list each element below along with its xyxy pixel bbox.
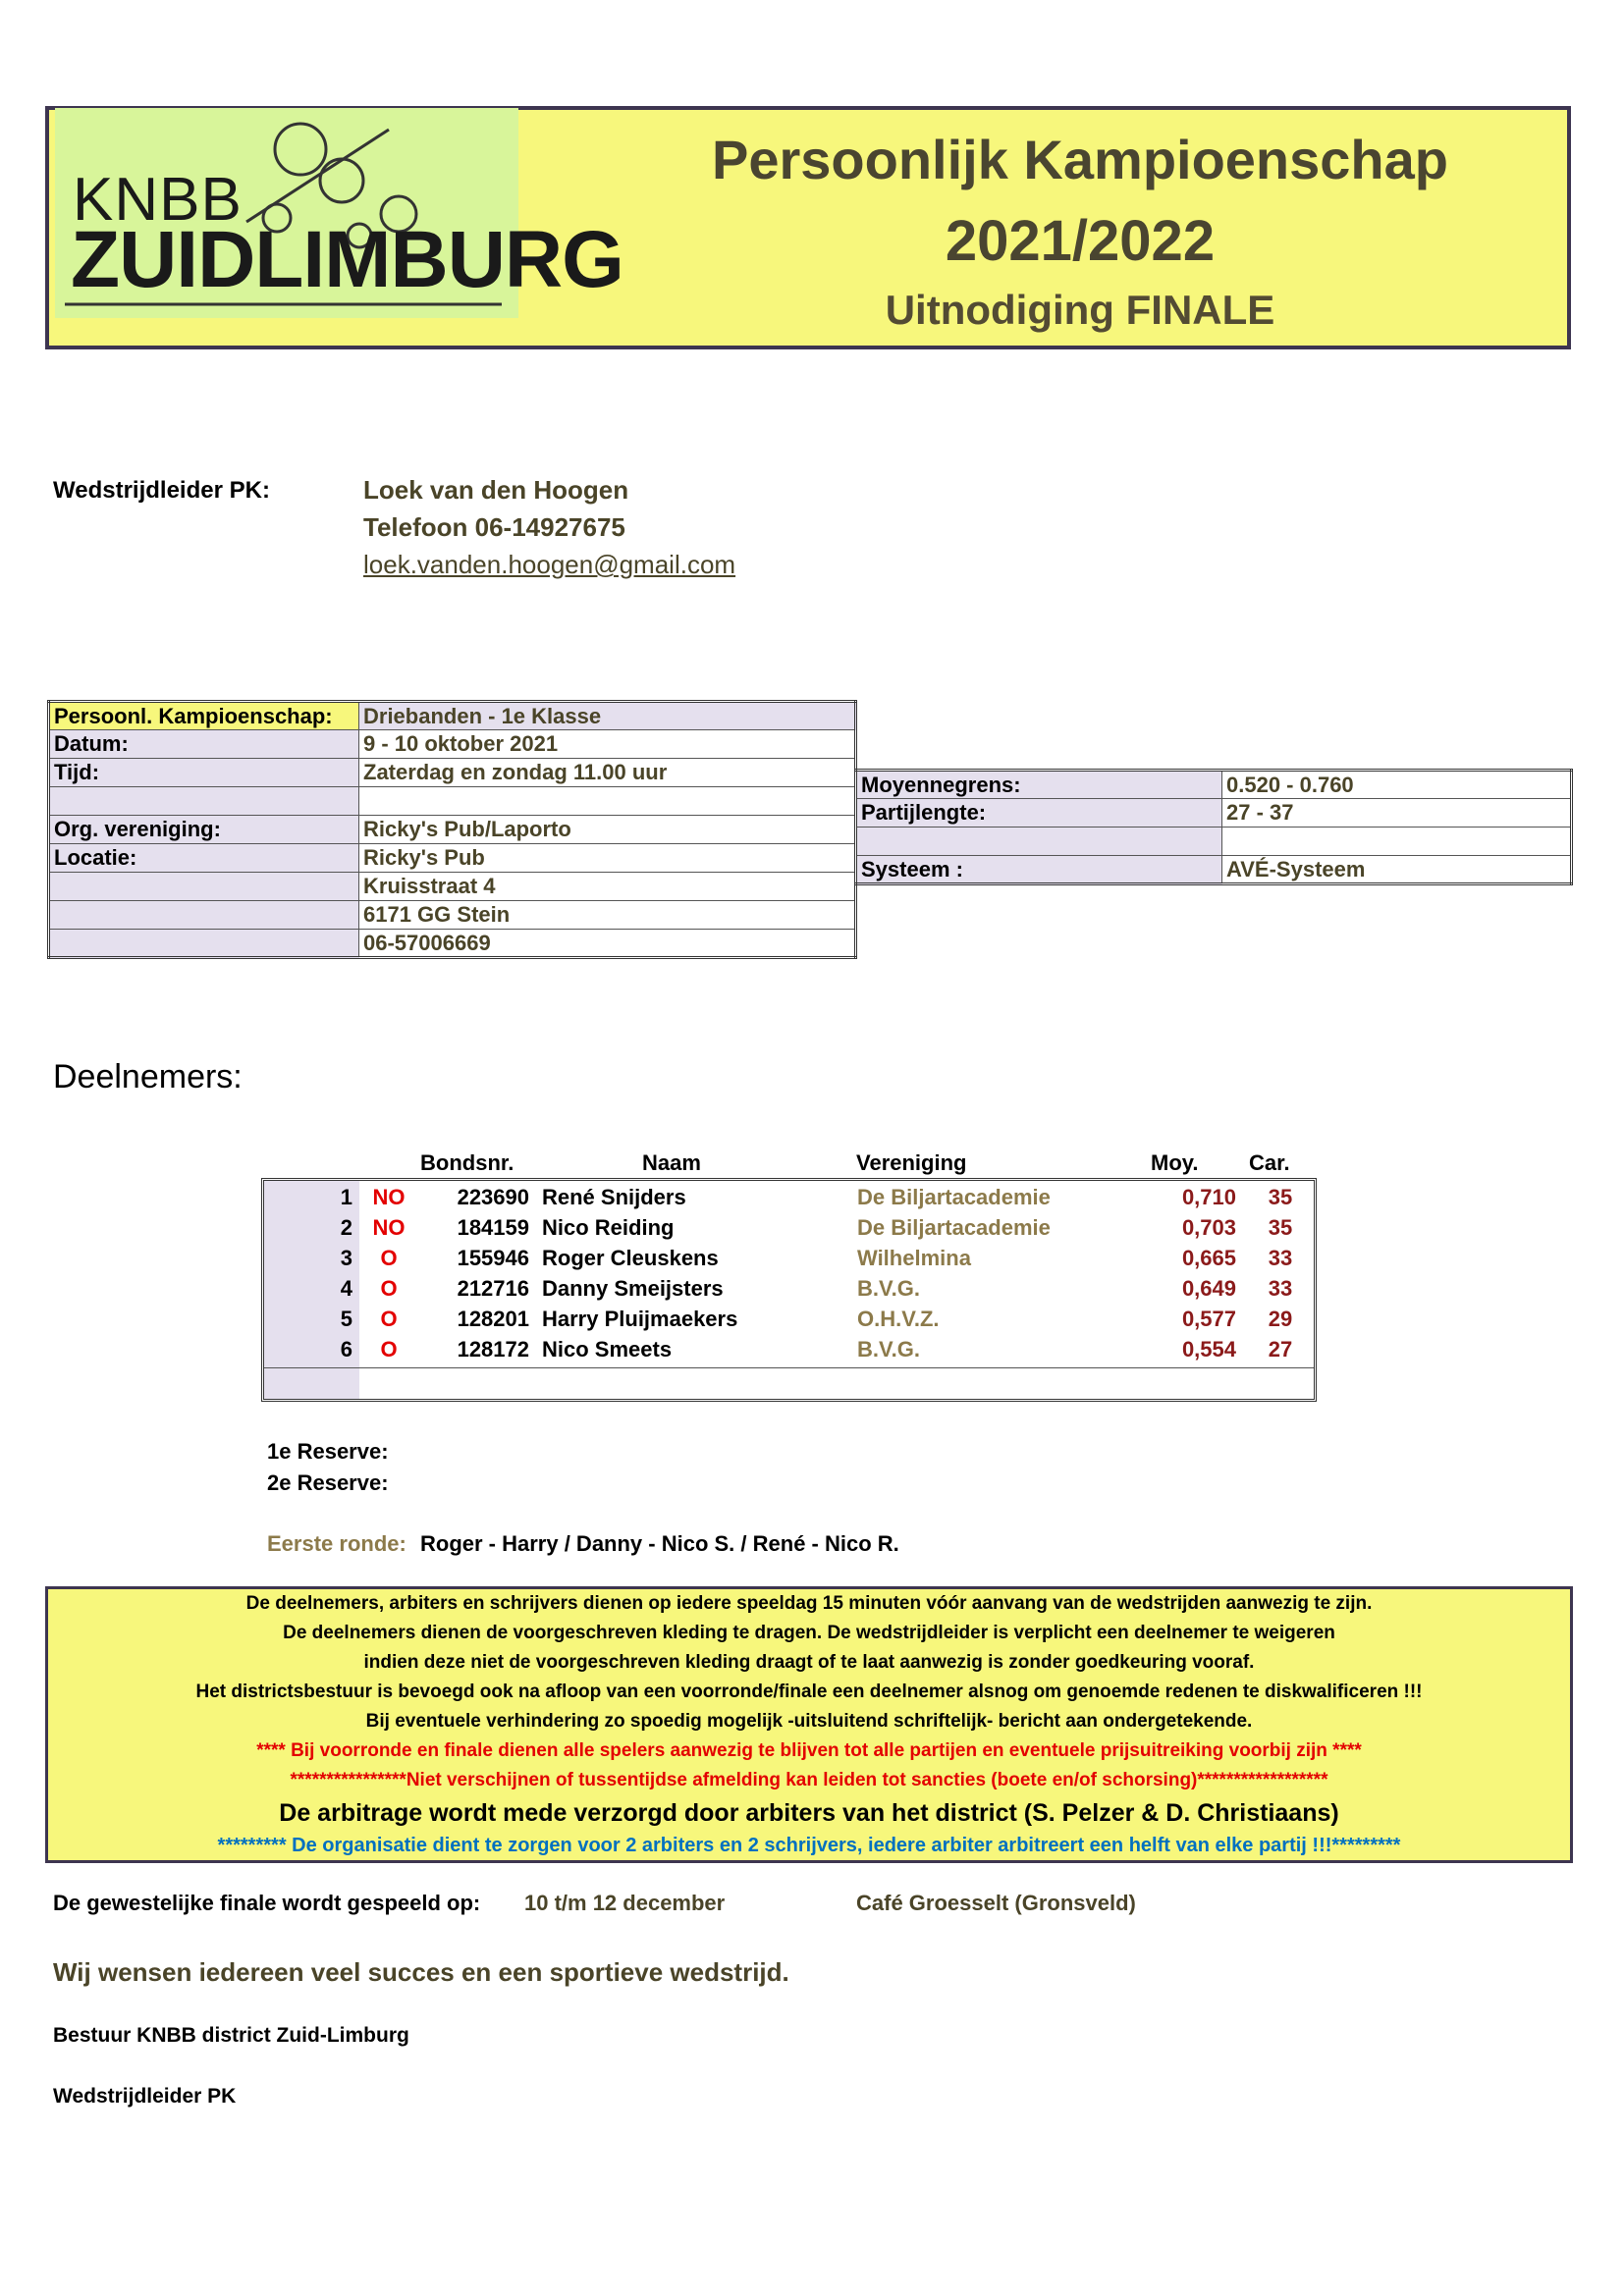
participant-moy: 0,703: [1181, 1215, 1236, 1240]
participant-moy: 0,554: [1181, 1337, 1236, 1362]
participant-row: [264, 1335, 1314, 1365]
participant-class: NO: [372, 1185, 406, 1209]
info-value: 9 - 10 oktober 2021: [359, 730, 856, 759]
reserve-2-label: 2e Reserve:: [267, 1470, 389, 1495]
participant-club: O.H.V.Z.: [857, 1307, 940, 1331]
info-row: [49, 873, 856, 901]
notice-line: Het districtsbestuur is bevoegd ook na afloop van een voorronde/finale een deelnemer alsnog om genoemde redenen te diskwalificeren !!!: [195, 1682, 1423, 1702]
info-label: [49, 873, 359, 901]
participant-name: René Snijders: [542, 1185, 686, 1209]
participant-number: 6: [340, 1337, 352, 1362]
first-round-label: Eerste ronde:: [267, 1531, 406, 1556]
participant-moy: 0,710: [1181, 1185, 1236, 1209]
info-label: Locatie:: [49, 844, 359, 873]
notice-line: Bij eventuele verhindering zo spoedig mogelijk -uitsluitend schriftelijk- bericht aan ondergetekende.: [365, 1711, 1253, 1732]
invitation-subtitle: Uitnodiging FINALE: [885, 287, 1275, 333]
regional-final-venue: Café Groesselt (Gronsveld): [856, 1891, 1136, 1915]
info-row: [49, 702, 856, 730]
participant-name: Danny Smeijsters: [542, 1276, 724, 1301]
participant-bondsnr: 128172: [457, 1337, 529, 1362]
notice-line: De deelnemers dienen de voorgeschreven kleding te dragen. De wedstrijdleider is verplicht een deelnemer te weigeren: [283, 1623, 1335, 1643]
participant-club: De Biljartacademie: [857, 1185, 1051, 1209]
participant-car: 33: [1268, 1246, 1293, 1270]
settings-label: [856, 828, 1222, 856]
page-title: Persoonlijk Kampioenschap: [712, 129, 1448, 190]
info-label: [49, 930, 359, 958]
settings-value: 0.520 - 0.760: [1222, 771, 1572, 799]
participant-club: B.V.G.: [857, 1337, 920, 1362]
participant-moy: 0,577: [1181, 1307, 1236, 1331]
participant-number: 1: [340, 1185, 352, 1209]
logo-knbb-text: KNBB: [73, 166, 243, 234]
participants-heading: Deelnemers:: [53, 1058, 243, 1095]
notice-warning-line: ****************Niet verschijnen of tussentijdse afmelding kan leiden tot sancties (boete en/of schorsing)******************: [290, 1770, 1328, 1790]
participant-club: B.V.G.: [857, 1276, 920, 1301]
notice-warning-line: **** Bij voorronde en finale dienen alle spelers aanwezig te blijven tot alle partijen en eventuele prijsuitreiking voorbij zijn ****: [256, 1740, 1362, 1761]
regional-final-label: De gewestelijke finale wordt gespeeld op:: [53, 1891, 481, 1915]
participants-header: [0, 1150, 1624, 1178]
info-label: [49, 787, 359, 816]
participant-bondsnr: 223690: [457, 1185, 529, 1209]
settings-value: [1222, 828, 1572, 856]
participant-club: De Biljartacademie: [857, 1215, 1051, 1240]
settings-row: [856, 828, 1572, 856]
notice-line: De deelnemers, arbiters en schrijvers dienen op iedere speeldag 15 minuten vóór aanvang van de wedstrijden aanwezig te zijn.: [245, 1593, 1373, 1614]
info-row: [49, 759, 856, 787]
participant-bondsnr: 155946: [457, 1246, 529, 1270]
info-value: Driebanden - 1e Klasse: [359, 702, 856, 730]
participant-number: 4: [340, 1276, 352, 1301]
participant-name: Roger Cleuskens: [542, 1246, 719, 1270]
participant-moy: 0,649: [1181, 1276, 1236, 1301]
contact-email-link[interactable]: loek.vanden.hoogen@gmail.com: [363, 550, 736, 579]
info-value: Zaterdag en zondag 11.00 uur: [359, 759, 856, 787]
info-row: [49, 730, 856, 759]
participant-number: 3: [340, 1246, 352, 1270]
reserve-1-label: 1e Reserve:: [267, 1439, 389, 1464]
info-row: [49, 787, 856, 816]
participant-row: [264, 1183, 1314, 1213]
participant-club: Wilhelmina: [857, 1246, 971, 1270]
info-row: [49, 816, 856, 844]
settings-row: [856, 856, 1572, 884]
info-value: Kruisstraat 4: [359, 873, 856, 901]
settings-label: Partijlengte:: [856, 799, 1222, 828]
info-label: Persoonl. Kampioenschap:: [49, 702, 359, 730]
info-label: [49, 901, 359, 930]
regional-final-dates: 10 t/m 12 december: [524, 1891, 726, 1915]
season-title: 2021/2022: [945, 209, 1216, 273]
participant-class: O: [380, 1307, 398, 1331]
first-round-pairings: Roger - Harry / Danny - Nico S. / René - Nico R.: [420, 1531, 899, 1556]
knbb-logo: [55, 108, 623, 318]
col-bondsnr: Bondsnr.: [420, 1150, 514, 1175]
info-value: Ricky's Pub/Laporto: [359, 816, 856, 844]
settings-label: Systeem :: [856, 856, 1222, 884]
participant-number: 2: [340, 1215, 352, 1240]
tournament-info-table: [47, 700, 857, 959]
participant-number: 5: [340, 1307, 352, 1331]
info-value: Ricky's Pub: [359, 844, 856, 873]
participant-car: 35: [1268, 1215, 1293, 1240]
participant-row: [264, 1244, 1314, 1274]
participant-class: NO: [372, 1215, 406, 1240]
participant-bondsnr: 128201: [457, 1307, 529, 1331]
participant-class: O: [380, 1276, 398, 1301]
settings-label: Moyennegrens:: [856, 771, 1222, 799]
info-row: [49, 844, 856, 873]
tournament-director-signature: Wedstrijdleider PK: [53, 2085, 237, 2108]
participant-bondsnr: 212716: [457, 1276, 529, 1301]
participants-table: [261, 1178, 1317, 1402]
contact-label: Wedstrijdleider PK:: [53, 477, 270, 504]
row-divider: [264, 1367, 1314, 1368]
participant-row: [264, 1274, 1314, 1305]
notice-line: indien deze niet de voorgeschreven kleding draagt of te laat aanwezig is zonder goedkeuring vooraf.: [363, 1652, 1255, 1673]
participant-moy: 0,665: [1181, 1246, 1236, 1270]
match-settings-table: [854, 769, 1573, 885]
participant-bondsnr: 184159: [457, 1215, 529, 1240]
info-value: 6171 GG Stein: [359, 901, 856, 930]
board-signature: Bestuur KNBB district Zuid-Limburg: [53, 2024, 409, 2047]
logo-zuidlimburg-text: ZUIDLIMBURG: [71, 215, 623, 304]
participant-class: O: [380, 1337, 398, 1362]
participant-row: [264, 1213, 1314, 1244]
participant-car: 35: [1268, 1185, 1293, 1209]
settings-row: [856, 799, 1572, 828]
participant-name: Harry Pluijmaekers: [542, 1307, 738, 1331]
participant-car: 33: [1268, 1276, 1293, 1301]
settings-value: AVÉ-Systeem: [1222, 856, 1572, 884]
info-label: Org. vereniging:: [49, 816, 359, 844]
notice-arbiters-line: De arbitrage wordt mede verzorgd door arbiters van het district (S. Pelzer & D. Christiaans): [279, 1799, 1339, 1827]
notice-organisation-line: ********* De organisatie dient te zorgen voor 2 arbiters en 2 schrijvers, iedere arbiter arbitreert een helft van elke partij !!!*********: [217, 1835, 1401, 1856]
participant-name: Nico Smeets: [542, 1337, 673, 1362]
col-vereniging: Vereniging: [856, 1150, 967, 1175]
info-label: Datum:: [49, 730, 359, 759]
settings-value: 27 - 37: [1222, 799, 1572, 828]
contact-name: Loek van den Hoogen: [363, 475, 629, 505]
participant-car: 27: [1268, 1337, 1293, 1362]
participant-row: [264, 1305, 1314, 1335]
participant-name: Nico Reiding: [542, 1215, 675, 1240]
col-naam: Naam: [642, 1150, 701, 1175]
info-value: [359, 787, 856, 816]
info-row: [49, 930, 856, 958]
settings-row: [856, 771, 1572, 799]
col-moy: Moy.: [1151, 1150, 1199, 1175]
good-luck-message: Wij wensen iedereen veel succes en een sportieve wedstrijd.: [53, 1957, 789, 1987]
info-label: Tijd:: [49, 759, 359, 787]
info-value: 06-57006669: [359, 930, 856, 958]
participant-car: 29: [1268, 1307, 1293, 1331]
contact-phone: Telefoon 06-14927675: [363, 512, 625, 542]
rules-notice: [45, 1586, 1573, 1863]
participant-class: O: [380, 1246, 398, 1270]
col-car: Car.: [1249, 1150, 1290, 1175]
info-row: [49, 901, 856, 930]
